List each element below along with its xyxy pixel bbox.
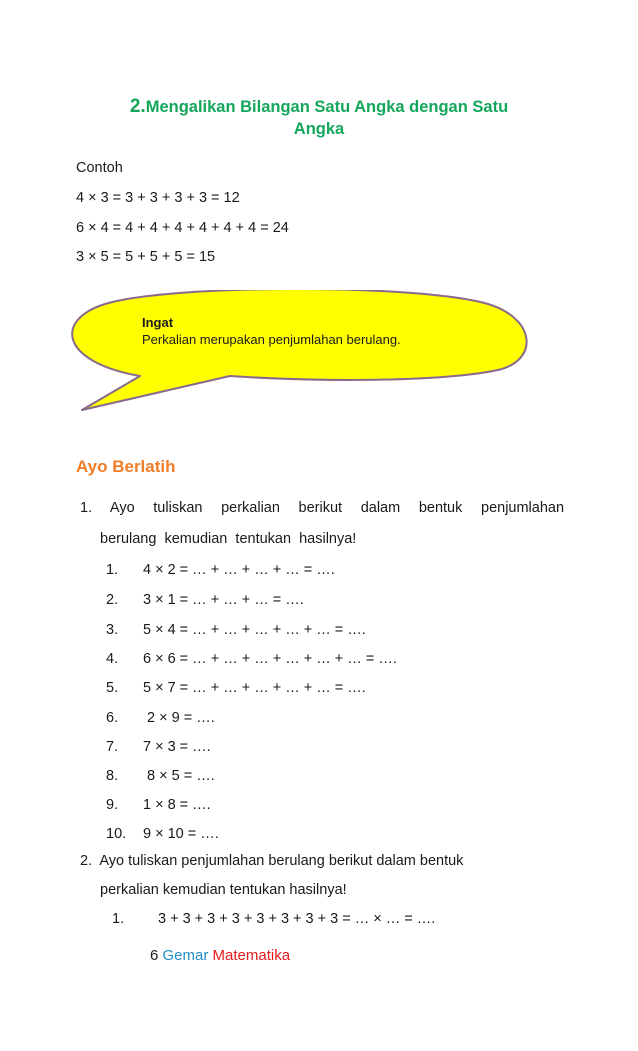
example-label: Contoh <box>76 160 123 176</box>
item-number: 7. <box>106 739 119 755</box>
example-line: 6 × 4 = 4 + 4 + 4 + 4 + 4 + 4 = 24 <box>76 220 289 236</box>
example-line: 3 × 5 = 5 + 5 + 5 = 15 <box>76 249 216 265</box>
book-title-matematika: Matematika <box>212 947 291 964</box>
callout-text <box>142 314 401 348</box>
callout-heading: Ingat <box>142 315 174 330</box>
word: penjumlahan <box>481 500 565 516</box>
item-equation: 1 × 8 = …. <box>143 797 211 813</box>
title-line-2: Angka <box>293 120 345 138</box>
item-number: 8. <box>106 768 119 784</box>
word: perkalian <box>221 500 280 516</box>
example-line: 4 × 3 = 3 + 3 + 3 + 3 = 12 <box>76 190 240 206</box>
item-number: 9. <box>106 797 119 813</box>
word: berikut <box>298 500 343 516</box>
word: bentuk <box>418 500 463 516</box>
word: dalam <box>360 500 401 516</box>
item-equation: 2 × 9 = …. <box>143 710 215 726</box>
item-equation: 3 × 1 = … + … + … = …. <box>143 592 304 608</box>
page-number: 6 <box>150 947 159 964</box>
item-number: 4. <box>106 651 119 667</box>
callout-body: Perkalian merupakan penjumlahan berulang. <box>142 332 401 347</box>
item-number: 1. <box>106 562 119 578</box>
item-number: 6. <box>106 710 119 726</box>
item-equation: 5 × 7 = … + … + … + … + … = …. <box>143 680 366 696</box>
book-title-gemar: Gemar <box>162 947 209 964</box>
section-title <box>0 96 638 140</box>
item-equation: 7 × 3 = …. <box>143 739 211 755</box>
item-equation: 4 × 2 = … + … + … + … = …. <box>143 562 335 578</box>
title-line-1: Mengalikan Bilangan Satu Angka dengan Satu <box>145 98 509 116</box>
item-equation: 5 × 4 = … + … + … + … + … = …. <box>143 622 366 638</box>
item-number: 3. <box>106 622 119 638</box>
word: tuliskan <box>153 500 203 516</box>
question-1-line-2: berulang kemudian tentukan hasilnya! <box>100 531 357 547</box>
item-number: 10. <box>106 826 127 842</box>
question-1-line-1 <box>80 500 564 516</box>
word: Ayo <box>109 500 135 516</box>
item-equation: 8 × 5 = …. <box>143 768 215 784</box>
page-footer <box>150 947 290 964</box>
speech-bubble <box>60 290 530 415</box>
item-equation: 3 + 3 + 3 + 3 + 3 + 3 + 3 + 3 = … × … = …. <box>158 911 436 927</box>
item-equation: 9 × 10 = …. <box>143 826 219 842</box>
practice-heading: Ayo Berlatih <box>76 457 176 476</box>
section-number: 2. <box>129 96 146 117</box>
item-number: 1. <box>112 911 125 927</box>
question-1-number: 1. <box>80 500 93 516</box>
question-2-line-2: perkalian kemudian tentukan hasilnya! <box>100 882 347 898</box>
item-number: 5. <box>106 680 119 696</box>
question-2-line-1: 2. Ayo tuliskan penjumlahan berulang berikut dalam bentuk <box>80 853 464 869</box>
item-number: 2. <box>106 592 119 608</box>
item-equation: 6 × 6 = … + … + … + … + … + … = …. <box>143 651 397 667</box>
